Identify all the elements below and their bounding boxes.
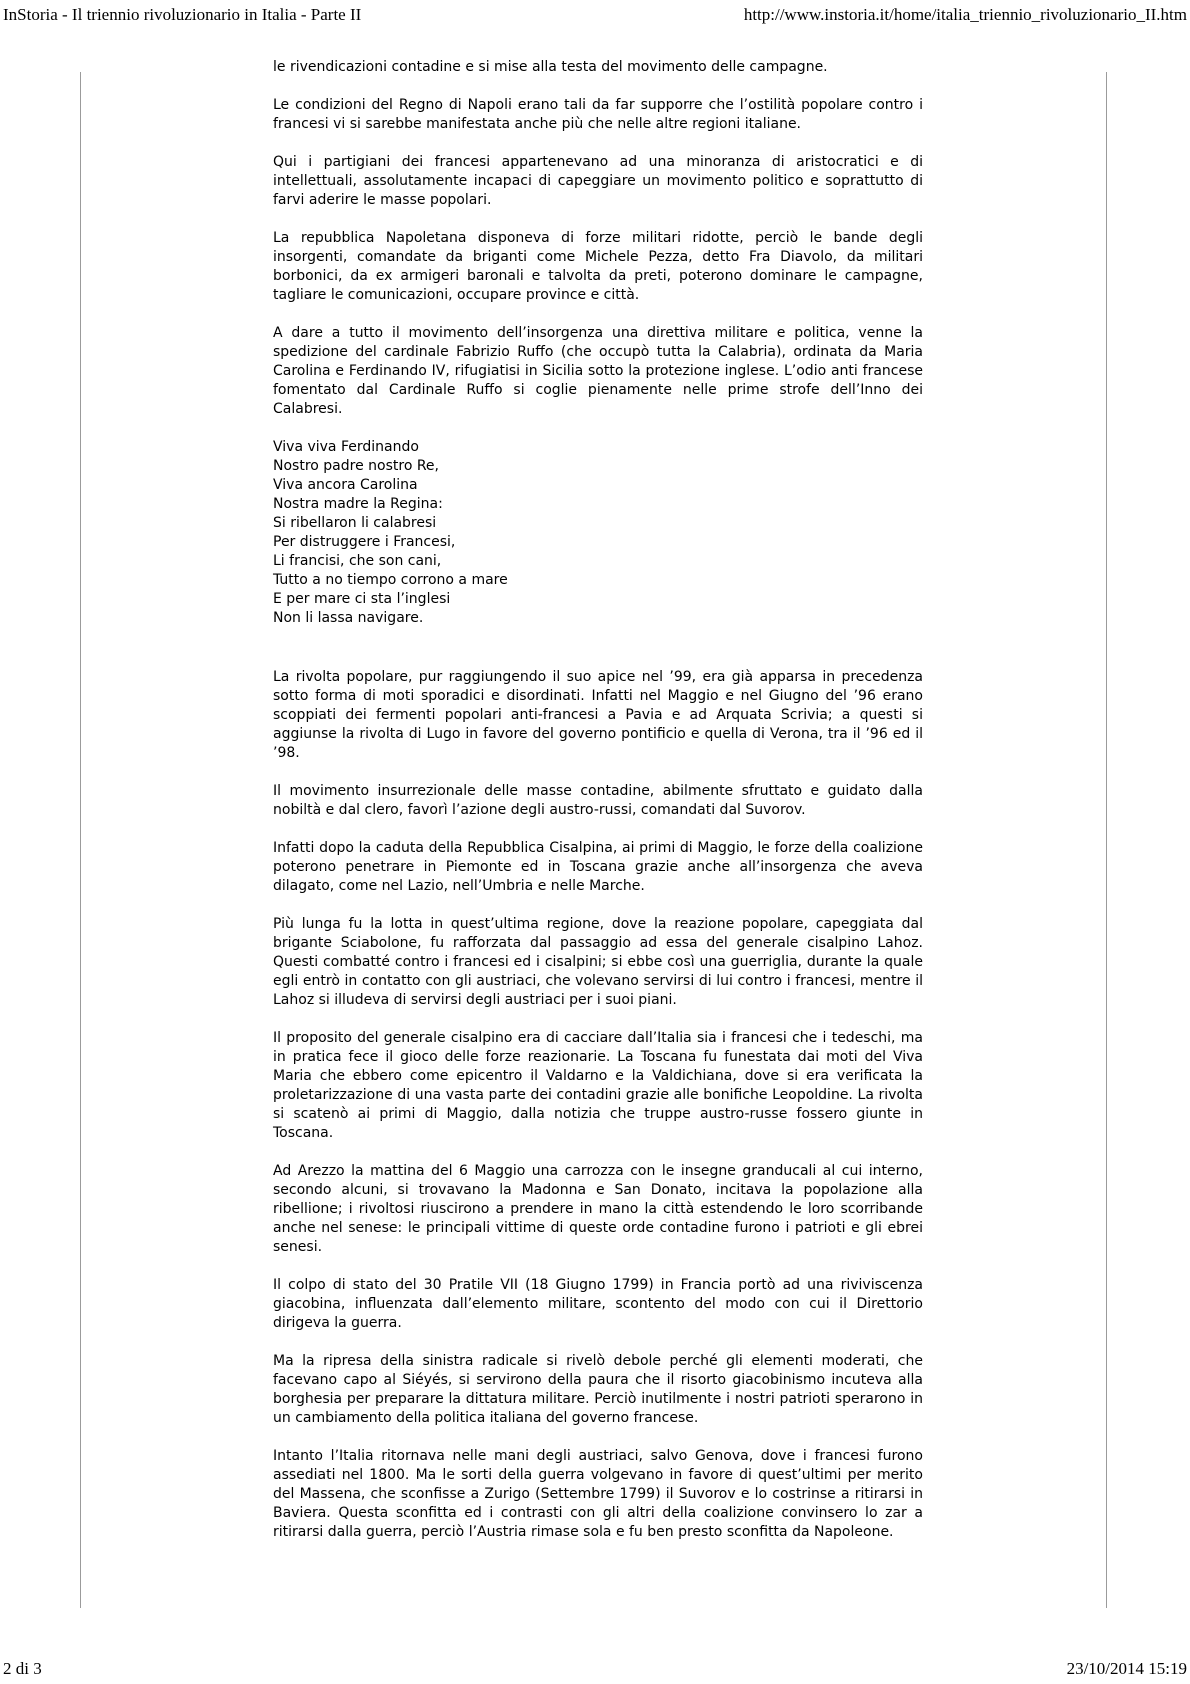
poem-line: Viva viva Ferdinando — [273, 439, 419, 455]
poem-line: Viva ancora Carolina — [273, 477, 418, 493]
content-border-right — [1106, 72, 1107, 1608]
poem-line: Nostra madre la Regina: — [273, 496, 443, 512]
paragraph: Intanto l’Italia ritornava nelle mani degli austriaci, salvo Genova, dove i francesi furono assediati nel 1800. Ma le sorti della guerra volgevano in favore di quest’ultimi per merito del Massena, che sconfisse a Zurigo (Settembre 1799) il Suvorov e lo costrinse a ritirarsi in Baviera. Questa sconfitta ed i contrasti con gli altri della coalizione convinsero lo zar a ritirarsi dalla guerra, perciò l’Austria rimase sola e fu ben presto sconfitta da Napoleone. — [273, 1448, 923, 1540]
article-body — [273, 58, 923, 1561]
page-header-url: http://www.instoria.it/home/italia_triennio_rivoluzionario_II.htm — [743, 5, 1187, 24]
content-border-left — [80, 72, 81, 1608]
footer-timestamp: 23/10/2014 15:19 — [1066, 1659, 1187, 1678]
poem-line: Tutto a no tiempo corrono a mare — [273, 572, 508, 588]
paragraph: Ma la ripresa della sinistra radicale si rivelò debole perché gli elementi moderati, che facevano capo al Siéyés, si servirono della paura che il risorto giacobinismo incuteva alla borghesia per preparare la dittatura militare. Perciò inutilmente i nostri patrioti sperarono in un cambiamento della politica italiana del governo francese. — [273, 1353, 923, 1426]
paragraph: Il movimento insurrezionale delle masse contadine, abilmente sfruttato e guidato dalla nobiltà e dal clero, favorì l’azione degli austro-russi, comandati dal Suvorov. — [273, 783, 923, 818]
paragraph: Ad Arezzo la mattina del 6 Maggio una carrozza con le insegne granducali al cui interno, secondo alcuni, si trovavano la Madonna e San Donato, incitava la popolazione alla ribellione; i rivoltosi riuscirono a prendere in mano la città estendendo le loro scorribande anche nel senese: le principali vittime di queste orde contadine furono i patrioti e gli ebrei senesi. — [273, 1163, 923, 1255]
poem-line: E per mare ci sta l’inglesi — [273, 591, 451, 607]
paragraph: Il proposito del generale cisalpino era di cacciare dall’Italia sia i francesi che i tedeschi, ma in pratica fece il gioco delle forze reazionarie. La Toscana fu funestata dai moti del Viva Maria che ebbero come epicentro il Valdarno e la Valdichiana, dove si era verificata la proletarizzazione di una vasta parte dei contadini grazie alle bonifiche Leopoldine. La rivolta si scatenò ai primi di Maggio, dalla notizia che truppe austro-russe fossero giunte in Toscana. — [273, 1030, 923, 1141]
paragraph: La repubblica Napoletana disponeva di forze militari ridotte, perciò le bande degli insorgenti, comandate da briganti come Michele Pezza, detto Fra Diavolo, da militari borbonici, da ex armigeri baronali e talvolta da preti, poterono dominare le campagne, tagliare le comunicazioni, occupare province e città. — [273, 230, 923, 303]
paragraph: le rivendicazioni contadine e si mise alla testa del movimento delle campagne. — [273, 59, 828, 75]
paragraph: Le condizioni del Regno di Napoli erano tali da far supporre che l’ostilità popolare contro i francesi vi si sarebbe manifestata anche più che nelle altre regioni italiane. — [273, 97, 923, 132]
paragraph: Più lunga fu la lotta in quest’ultima regione, dove la reazione popolare, capeggiata dal brigante Sciabolone, fu rafforzata dal passaggio ad essa del generale cisalpino Lahoz. Questi combatté contro i francesi ed i cisalpini; si ebbe così una guerriglia, durante la quale egli entrò in contatto con gli austriaci, che volevano servirsi di lui contro i francesi, mentre il Lahoz si illudeva di servirsi degli austriaci per i suoi piani. — [273, 916, 923, 1008]
footer-page-number: 2 di 3 — [3, 1659, 42, 1678]
paragraph: Il colpo di stato del 30 Pratile VII (18 Giugno 1799) in Francia portò ad una riviviscenza giacobina, influenzata dall’elemento militare, scontento del modo con cui il Direttorio dirigeva la guerra. — [273, 1277, 923, 1331]
poem-line: Per distruggere i Francesi, — [273, 534, 456, 550]
paragraph: Qui i partigiani dei francesi appartenevano ad una minoranza di aristocratici e di intellettuali, assolutamente incapaci di capeggiare un movimento politico e soprattutto di farvi aderire le masse popolari. — [273, 154, 923, 208]
poem-line: Non li lassa navigare. — [273, 610, 424, 626]
poem-line: Nostro padre nostro Re, — [273, 458, 439, 474]
paragraph: Infatti dopo la caduta della Repubblica Cisalpina, ai primi di Maggio, le forze della coalizione poterono penetrare in Piemonte ed in Toscana grazie anche all’insorgenza che aveva dilagato, come nel Lazio, nell’Umbria e nelle Marche. — [273, 840, 923, 894]
paragraph: La rivolta popolare, pur raggiungendo il suo apice nel ’99, era già apparsa in precedenza sotto forma di moti sporadici e disordinati. Infatti nel Maggio e nel Giugno del ’96 erano scoppiati dei fermenti popolari anti-francesi a Pavia e ad Arquata Scrivia; a questi si aggiunse la rivolta di Lugo in favore del governo pontificio e quella di Verona, tra il ’96 ed il ’98. — [273, 669, 923, 761]
poem-inno-dei-calabresi — [273, 438, 923, 628]
poem-line: Li francisi, che son cani, — [273, 553, 442, 569]
poem-line: Si ribellaron li calabresi — [273, 515, 437, 531]
page-header-title: InStoria - Il triennio rivoluzionario in Italia - Parte II — [3, 5, 362, 24]
paragraph: A dare a tutto il movimento dell’insorgenza una direttiva militare e politica, venne la spedizione del cardinale Fabrizio Ruffo (che occupò tutta la Calabria), ordinata da Maria Carolina e Ferdinando IV, rifugiatisi in Sicilia sotto la protezione inglese. L’odio anti francese fomentato dal Cardinale Ruffo si coglie pienamente nelle prime strofe dell’Inno dei Calabresi. — [273, 325, 923, 417]
